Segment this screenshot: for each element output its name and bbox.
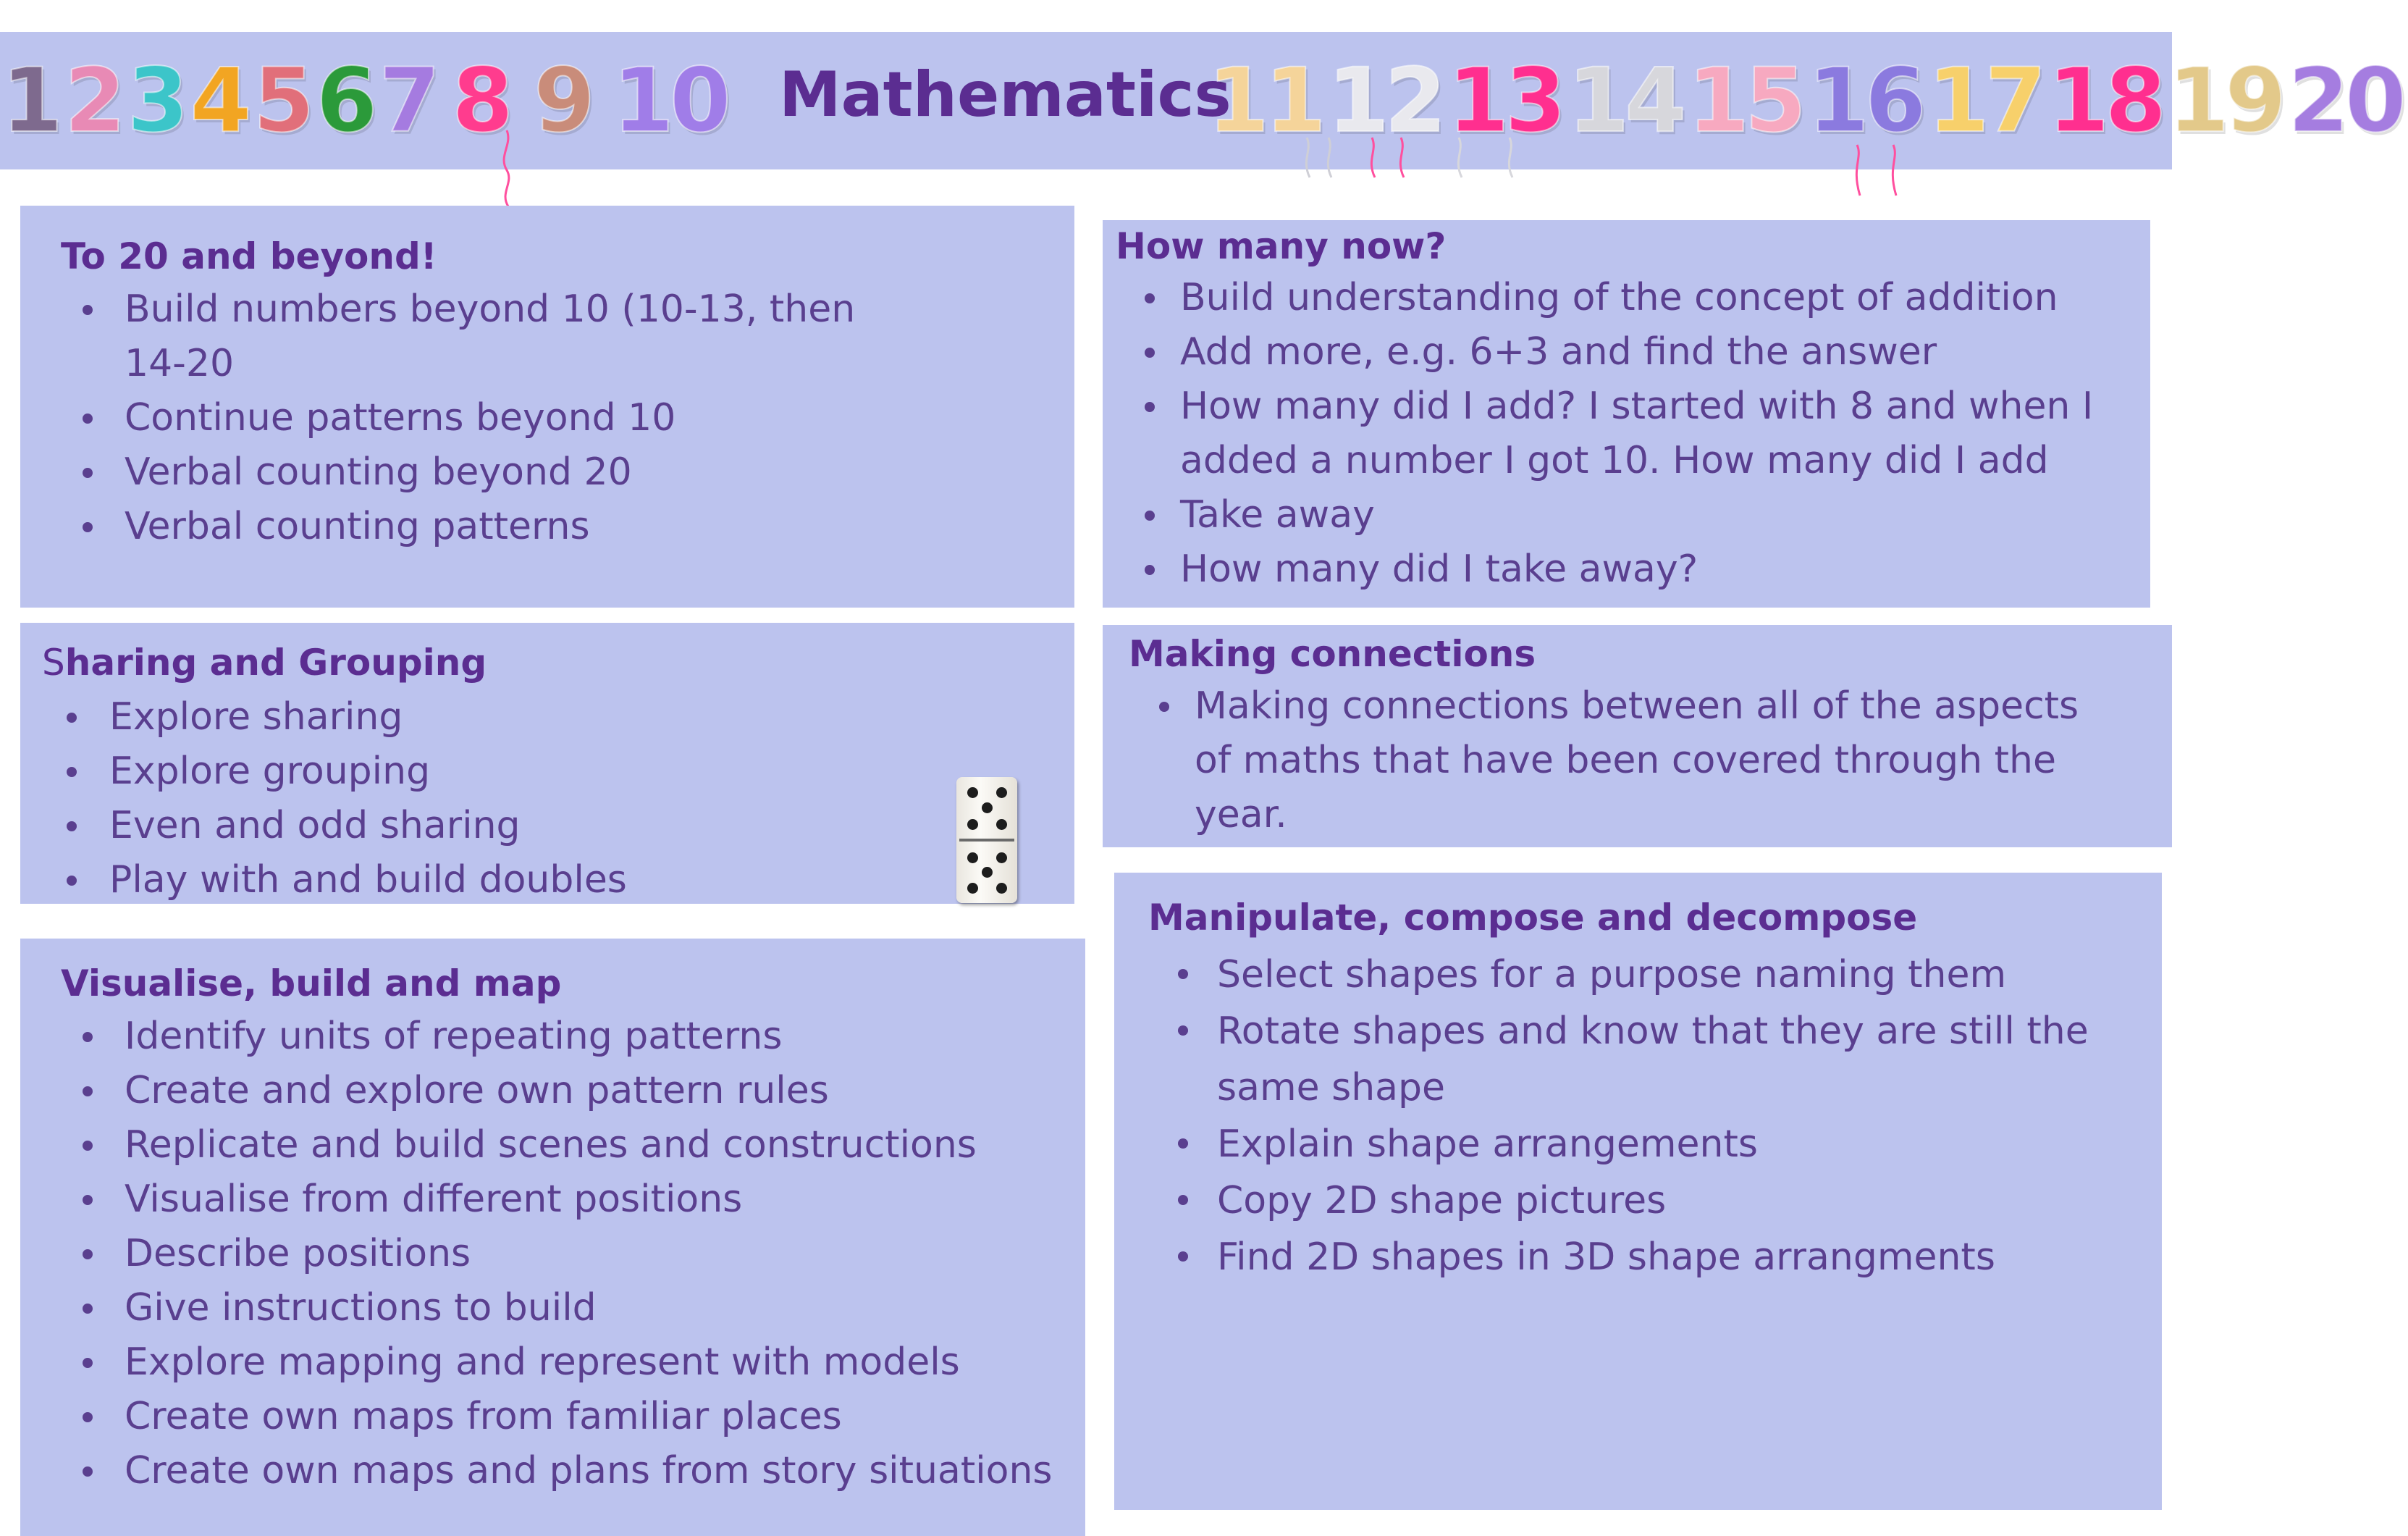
balloon-number-6: 6 xyxy=(316,49,374,152)
balloon-number-19: 19 xyxy=(2168,49,2283,152)
balloon-numbers-right xyxy=(1208,32,2408,169)
balloon-number-8: 8 xyxy=(452,49,510,152)
list-item: Give instructions to build xyxy=(59,1281,1073,1335)
list-item: Explore sharing xyxy=(41,690,909,744)
panel-heading: Making connections xyxy=(1129,633,1536,675)
balloon-number-1: 1 xyxy=(1,49,59,152)
list-item: Making connections between all of the aspects of maths that have been covered through the year. xyxy=(1117,679,2160,842)
list-item: Build understanding of the concept of addition xyxy=(1103,271,2145,325)
balloon-number-5: 5 xyxy=(253,49,311,152)
list-item: Play with and build doubles xyxy=(41,853,909,907)
panel-sharing xyxy=(20,623,1074,904)
panel-heading: Visualise, build and map xyxy=(61,962,562,1004)
list-item: Find 2D shapes in 3D shape arrangments xyxy=(1114,1229,2157,1285)
balloon-string-icon xyxy=(492,130,521,210)
balloon-number-12: 12 xyxy=(1327,49,1442,152)
balloon-number-14: 14 xyxy=(1567,49,1683,152)
panel-heading: To 20 and beyond! xyxy=(61,235,437,277)
list-item: Explain shape arrangements xyxy=(1114,1116,2157,1172)
balloon-number-2: 2 xyxy=(64,49,122,152)
balloon-number-18: 18 xyxy=(2047,49,2163,152)
panel-how-many xyxy=(1103,220,2150,608)
balloon-number-9: 9 xyxy=(534,49,592,152)
page-title: Mathematics xyxy=(779,59,1232,131)
panel-connections xyxy=(1103,625,2172,847)
list-item: Select shapes for a purpose naming them xyxy=(1114,947,2157,1003)
panel-heading: How many now? xyxy=(1116,225,1447,267)
list-item: Replicate and build scenes and constructions xyxy=(59,1118,1073,1172)
list-item: Create own maps from familiar places xyxy=(59,1390,1073,1444)
balloon-number-20: 20 xyxy=(2288,49,2402,152)
balloon-number-17: 17 xyxy=(1927,49,2042,152)
list-item: Continue patterns beyond 10 xyxy=(59,391,1001,445)
domino-image xyxy=(956,777,1017,903)
list-item: Take away xyxy=(1103,488,2145,542)
balloon-numbers-left xyxy=(1,32,733,169)
list-item: How many did I add? I started with 8 and when I added a number I got 10. How many did I add xyxy=(1103,379,2145,488)
balloon-number-3: 3 xyxy=(127,49,185,152)
balloon-number-10: 10 xyxy=(612,49,727,152)
panel-heading: Sharing and Grouping xyxy=(42,642,487,684)
balloon-number-4: 4 xyxy=(190,49,248,152)
list-item: Identify units of repeating patterns xyxy=(59,1010,1073,1064)
balloon-number-16: 16 xyxy=(1807,49,1922,152)
list-item: Describe positions xyxy=(59,1227,1073,1281)
list-item: Create and explore own pattern rules xyxy=(59,1064,1073,1118)
list-item: Visualise from different positions xyxy=(59,1172,1073,1227)
list-item: Build numbers beyond 10 (10-13, then 14-20 xyxy=(59,282,1001,391)
panel-to-20 xyxy=(20,206,1074,608)
list-item: Copy 2D shape pictures xyxy=(1114,1172,2157,1229)
panel-manipulate xyxy=(1114,873,2162,1510)
balloon-strings-icon xyxy=(1300,138,1386,196)
list-item: Rotate shapes and know that they are still the same shape xyxy=(1114,1003,2157,1116)
panel-visualise xyxy=(20,939,1085,1536)
balloon-number-11: 11 xyxy=(1208,49,1322,152)
balloon-strings-3-icon xyxy=(1850,145,1915,203)
balloon-strings-2-icon xyxy=(1394,138,1538,196)
panel-heading: Manipulate, compose and decompose xyxy=(1148,897,1918,939)
balloon-number-7: 7 xyxy=(379,49,437,152)
list-item: Create own maps and plans from story situations xyxy=(59,1444,1073,1498)
list-item: Verbal counting patterns xyxy=(59,500,1001,554)
list-item: Verbal counting beyond 20 xyxy=(59,445,1001,500)
balloon-number-15: 15 xyxy=(1688,49,1802,152)
list-item: Add more, e.g. 6+3 and find the answer xyxy=(1103,325,2145,379)
balloon-number-13: 13 xyxy=(1447,49,1562,152)
list-item: How many did I take away? xyxy=(1103,542,2145,597)
list-item: Explore mapping and represent with models xyxy=(59,1335,1073,1390)
list-item: Explore grouping xyxy=(41,744,909,799)
list-item: Even and odd sharing xyxy=(41,799,909,853)
